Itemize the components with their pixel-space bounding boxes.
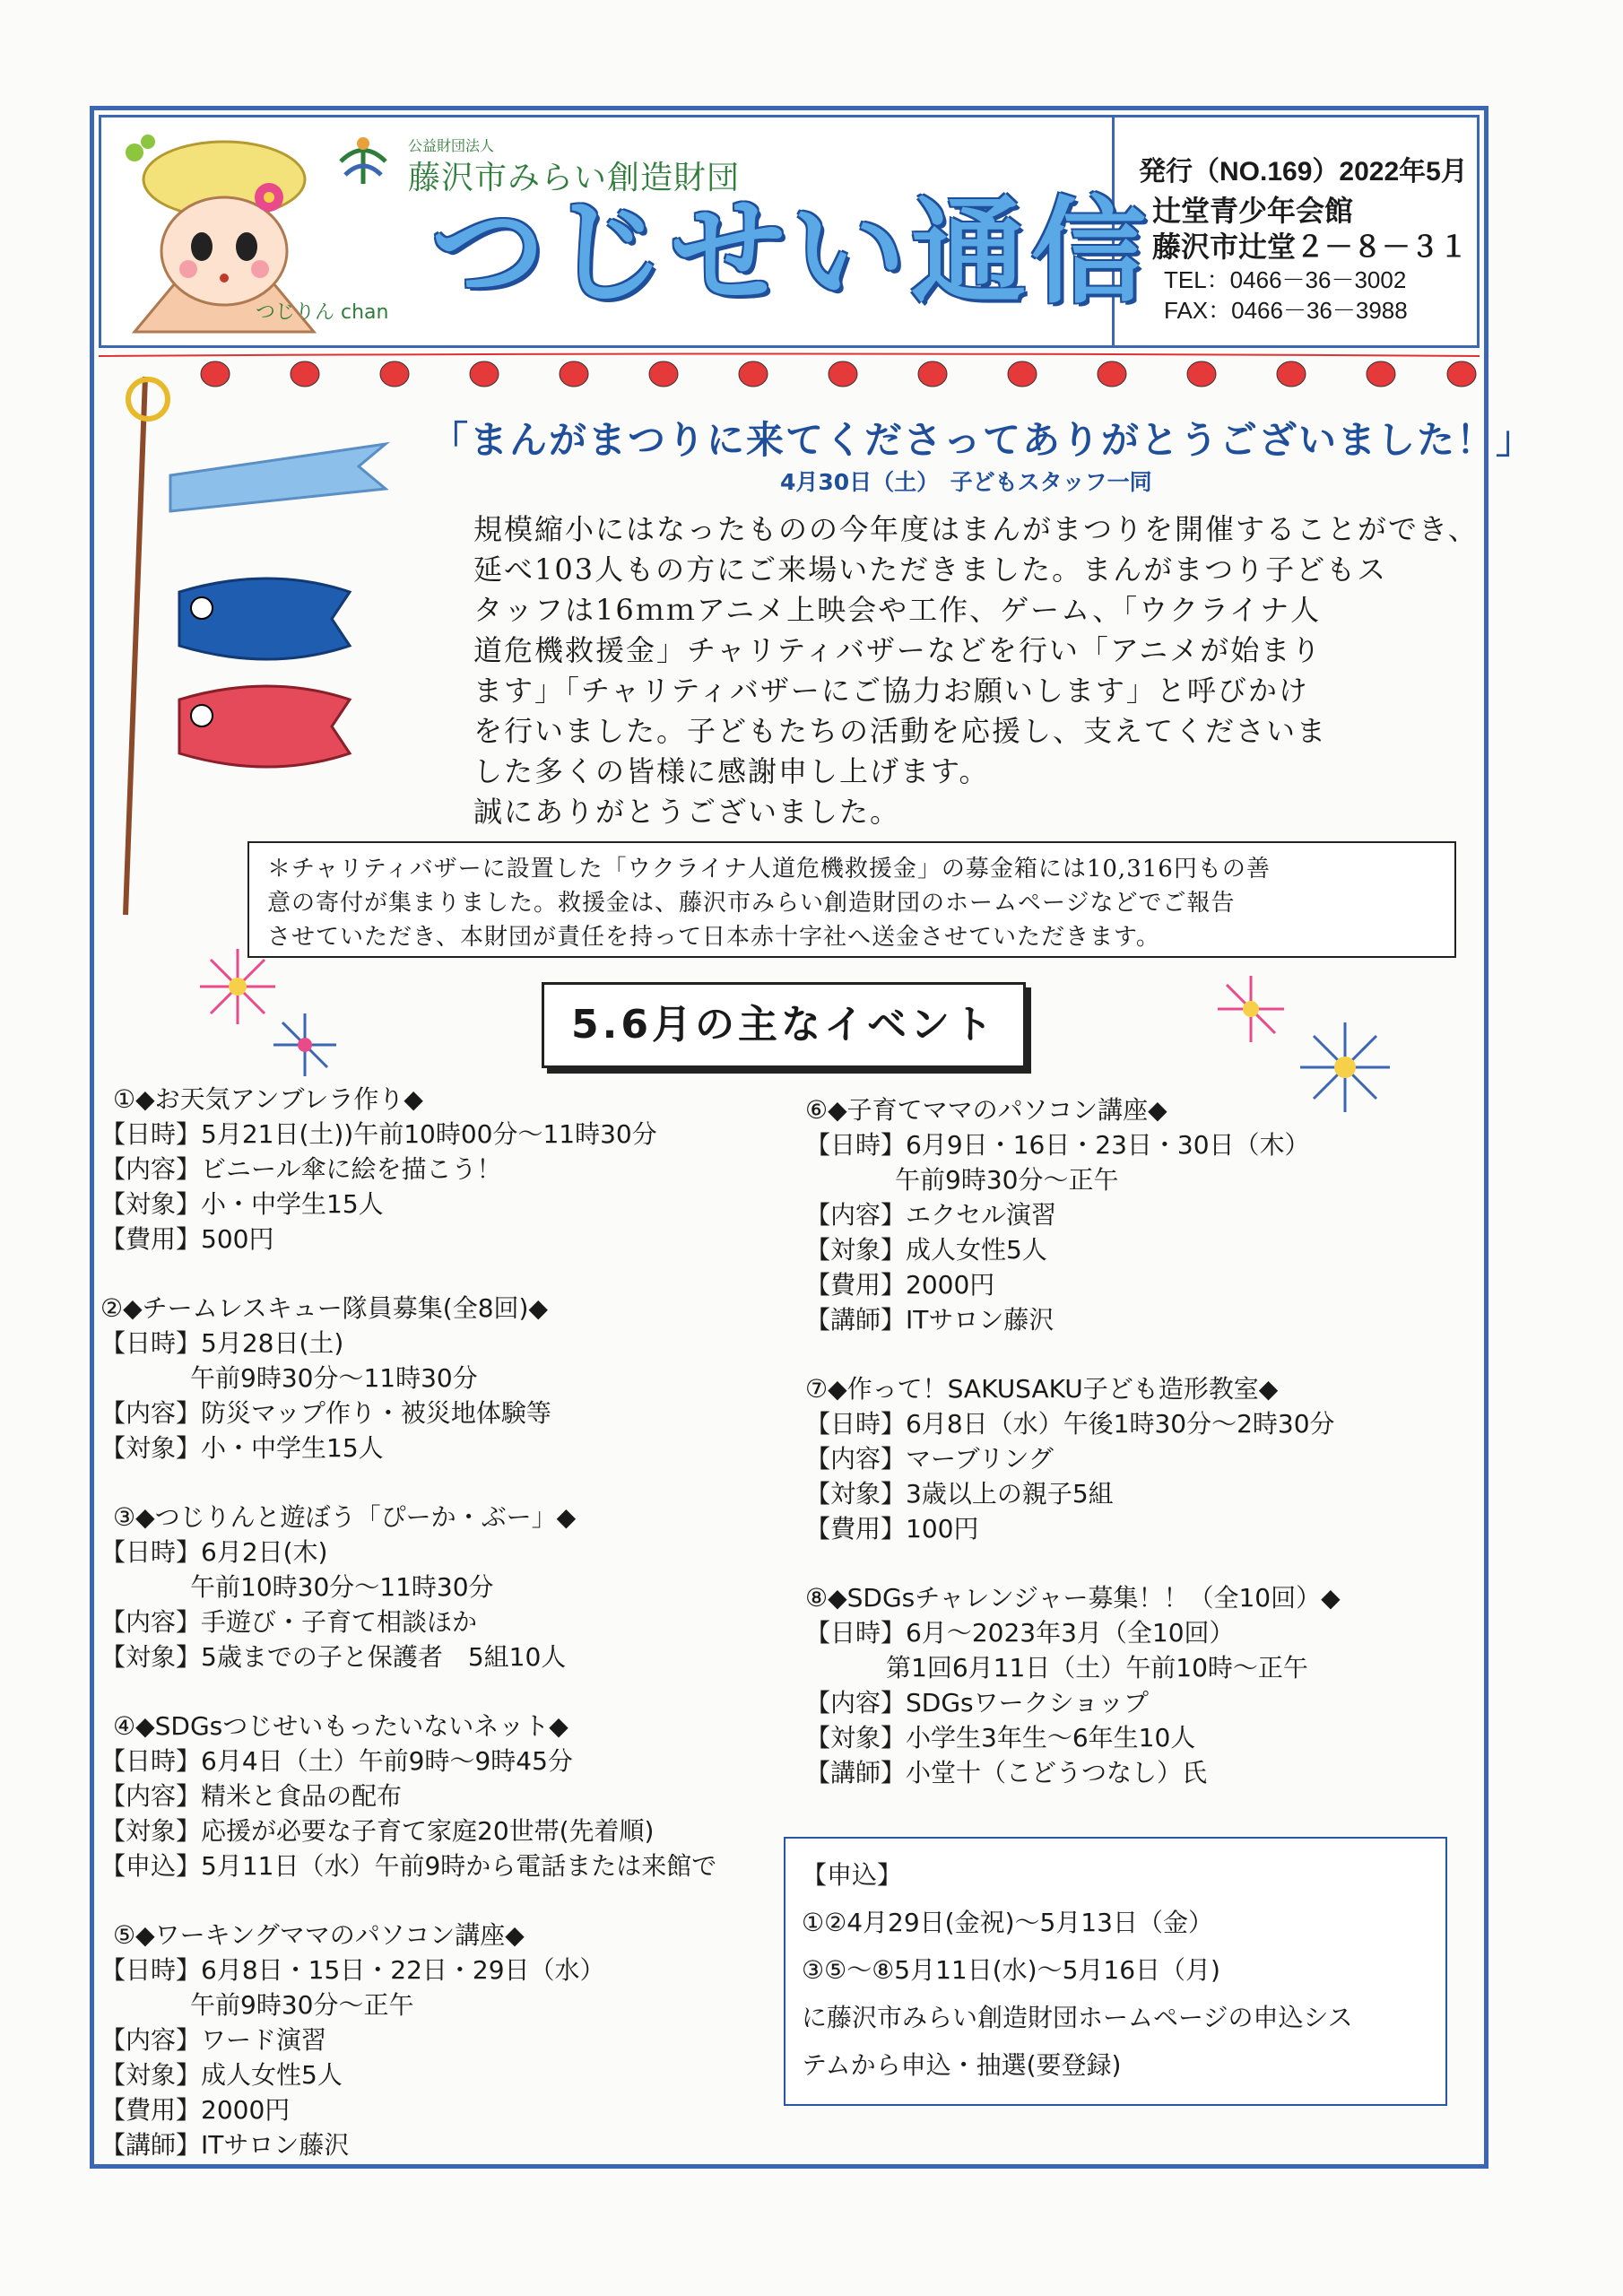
event-detail: 【費用】500円 <box>100 1224 274 1254</box>
events-section-title: 5.6月の主なイベント <box>542 982 1026 1068</box>
event-item <box>805 1092 1451 1337</box>
foundation-logo-icon <box>332 135 395 188</box>
donation-note <box>247 841 1456 958</box>
lantern-icon <box>1277 361 1306 387</box>
event-detail: 【対象】小学生3年生～6年生10人 <box>805 1723 1196 1752</box>
event-detail: 【内容】ビニール傘に絵を描こう！ <box>100 1154 502 1184</box>
body-line: ます」「チャリティバザーにご協力お願いします」と呼びかけ <box>473 674 1309 708</box>
event-detail: 【費用】2000円 <box>100 2095 291 2125</box>
event-item <box>100 1082 791 1257</box>
mascot-label: つじりん chan <box>256 301 389 324</box>
event-detail: 【講師】小堂十（こどうつなし）氏 <box>805 1758 1208 1787</box>
apply-line: ③⑤～⑧5月11日(水)～5月16日（月) <box>802 1955 1220 1985</box>
event-detail: 【内容】エクセル演習 <box>805 1200 1057 1230</box>
body-line: 規模縮小にはなったものの今年度はまんがまつりを開催することができ、 <box>473 512 1479 546</box>
event-detail: 【費用】2000円 <box>805 1270 995 1300</box>
venue-fax: FAX：0466－36－3988 <box>1164 297 1408 324</box>
lantern-icon <box>829 361 857 387</box>
event-detail: 午前10時30分～11時30分 <box>190 1572 494 1602</box>
note-line: ＊チャリティバザーに設置した「ウクライナ人道危機救援金」の募金箱には10,316円もの善 <box>267 856 1271 883</box>
event-title: ⑤◆ワーキングママのパソコン講座◆ <box>113 1920 525 1950</box>
event-detail: 午前9時30分～11時30分 <box>190 1363 478 1393</box>
event-item <box>100 1918 791 2162</box>
apply-line: ①②4月29日(金祝)～5月13日（金） <box>802 1908 1213 1937</box>
body-line: 道危機救援金」チャリティバザーなどを行い「アニメが始まり <box>473 633 1323 667</box>
event-detail: 【内容】防災マップ作り・被災地体験等 <box>100 1398 551 1428</box>
event-detail: 【講師】ITサロン藤沢 <box>100 2130 350 2160</box>
event-title: ⑥◆子育てママのパソコン講座◆ <box>805 1095 1167 1125</box>
event-detail: 午前9時30分～正午 <box>190 1990 414 2020</box>
event-detail: 【日時】6月8日・15日・22日・29日（水） <box>100 1955 605 1985</box>
venue-tel: TEL：0466－36－3002 <box>1164 266 1407 293</box>
apply-line: テムから申込・抽選(要登録) <box>802 2050 1122 2080</box>
issue-info: 発行（NO.169）2022年5月 <box>1139 157 1468 187</box>
note-line: させていただき、本財団が責任を持って日本赤十字社へ送金させていただきます。 <box>267 924 1160 951</box>
event-detail: 【対象】5歳までの子と保護者 5組10人 <box>100 1642 567 1672</box>
fireworks-icon <box>179 942 350 1085</box>
org-name: 藤沢市みらい創造財団 <box>408 160 741 196</box>
event-detail: 午前9時30分～正午 <box>895 1165 1119 1195</box>
event-item <box>100 1500 791 1674</box>
apply-line: に藤沢市みらい創造財団ホームページの申込シス <box>802 2003 1353 2032</box>
lantern-icon <box>1187 361 1216 387</box>
article-headline: 「まんがまつりに来てくださってありがとうございました！」 <box>430 418 1536 462</box>
body-line: を行いました。子どもたちの活動を応援し、支えてくださいま <box>473 714 1328 748</box>
events-right-column <box>805 1092 1451 1824</box>
article-body <box>473 509 1479 832</box>
lantern-icon <box>470 361 499 387</box>
event-detail: 【費用】100円 <box>805 1514 979 1544</box>
venue-name: 辻堂青少年会館 <box>1152 195 1354 227</box>
event-title: ③◆つじりんと遊ぼう「ぴーか・ぶー」◆ <box>113 1502 577 1532</box>
body-line: 誠にありがとうございました。 <box>473 795 901 829</box>
venue-address: 藤沢市辻堂２－８－３１ <box>1152 230 1469 263</box>
event-detail: 【内容】手遊び・子育て相談ほか <box>100 1607 478 1637</box>
event-detail: 【日時】6月2日(木) <box>100 1537 328 1567</box>
lantern-icon <box>1367 361 1395 387</box>
lantern-icon <box>1008 361 1037 387</box>
lantern-icon <box>649 361 678 387</box>
event-detail: 第1回6月11日（土）午前10時～正午 <box>886 1653 1308 1683</box>
event-detail: 【日時】6月8日（水）午後1時30分～2時30分 <box>805 1409 1335 1439</box>
event-detail: 【講師】ITサロン藤沢 <box>805 1305 1055 1335</box>
apply-title: 【申込】 <box>802 1860 903 1890</box>
event-item <box>100 1291 791 1465</box>
lantern-icon <box>1098 361 1126 387</box>
event-detail: 【対象】応援が必要な子育て家庭20世帯(先着順) <box>100 1816 655 1846</box>
event-detail: 【日時】5月21日(土))午前10時00分～11時30分 <box>100 1119 657 1149</box>
lantern-icon <box>1447 361 1476 387</box>
event-detail: 【内容】マーブリング <box>805 1444 1054 1474</box>
body-line: 延べ103人もの方にご来場いただきました。まんがまつり子どもス <box>473 552 1388 587</box>
event-detail: 【日時】6月4日（土）午前9時～9時45分 <box>100 1746 573 1776</box>
newsletter-title: つじせい通信 <box>430 186 1152 319</box>
event-detail: 【日時】5月28日(土) <box>100 1328 344 1358</box>
article-byline: 4月30日（土） 子どもスタッフ一同 <box>780 469 1152 495</box>
events-left-column <box>100 1082 791 2196</box>
event-detail: 【内容】精米と食品の配布 <box>100 1781 403 1811</box>
event-item <box>805 1371 1451 1546</box>
event-detail: 【内容】SDGsワークショップ <box>805 1688 1150 1718</box>
body-line: タッフは16ｍｍアニメ上映会や工作、ゲーム、「ウクライナ人 <box>473 593 1322 627</box>
application-info-box <box>784 1837 1447 2106</box>
event-detail: 【対象】成人女性5人 <box>100 2060 343 2090</box>
event-title: ①◆お天気アンブレラ作り◆ <box>113 1084 423 1114</box>
event-detail: 【日時】6月9日・16日・23日・30日（木） <box>805 1130 1310 1160</box>
event-detail: 【日時】6月～2023年3月（全10回） <box>805 1618 1235 1648</box>
lantern-icon <box>380 361 409 387</box>
org-type: 公益財団法人 <box>408 137 495 154</box>
event-detail: 【対象】成人女性5人 <box>805 1235 1047 1265</box>
event-item <box>100 1709 791 1883</box>
event-detail: 【申込】5月11日（水）午前9時から電話または来館で <box>100 1851 717 1881</box>
event-detail: 【対象】小・中学生15人 <box>100 1189 384 1219</box>
event-detail: 【対象】小・中学生15人 <box>100 1433 384 1463</box>
event-detail: 【対象】3歳以上の親子5組 <box>805 1479 1114 1509</box>
mascot-tsujirin-icon <box>99 117 389 345</box>
lantern-icon <box>560 361 588 387</box>
event-title: ⑧◆SDGsチャレンジャー募集！！（全10回）◆ <box>805 1583 1341 1613</box>
event-title: ②◆チームレスキュー隊員募集(全8回)◆ <box>100 1293 548 1323</box>
body-line: した多くの皆様に感謝申し上げます。 <box>473 754 990 788</box>
note-line: 意の寄付が集まりました。救援金は、藤沢市みらい創造財団のホームページなどでご報告 <box>267 890 1236 917</box>
lantern-icon <box>918 361 947 387</box>
lantern-icon <box>739 361 768 387</box>
event-title: ⑦◆作って！SAKUSAKU子ども造形教室◆ <box>805 1374 1279 1404</box>
event-title: ④◆SDGsつじせいもったいないネット◆ <box>113 1711 568 1741</box>
event-item <box>805 1580 1451 1790</box>
event-detail: 【内容】ワード演習 <box>100 2025 327 2055</box>
